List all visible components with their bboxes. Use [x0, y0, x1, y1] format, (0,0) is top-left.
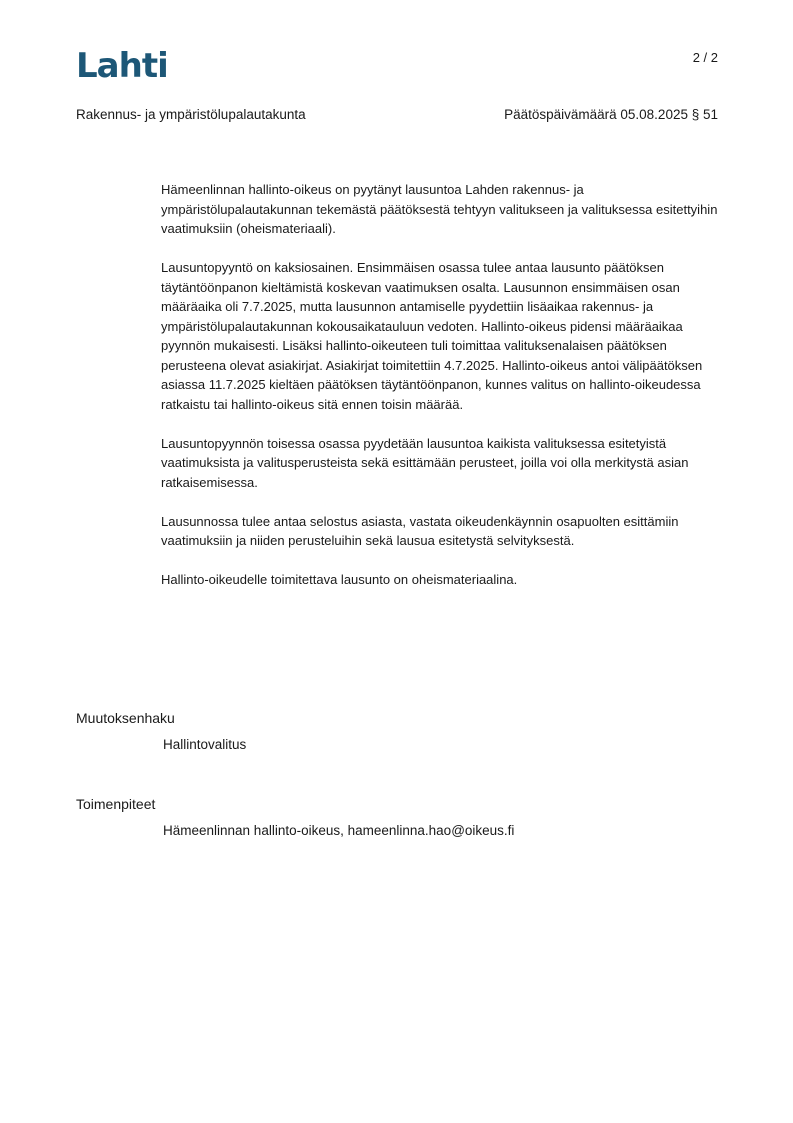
body-paragraph: Lausuntopyyntö on kaksiosainen. Ensimmäisen osassa tulee antaa lausunto päätöksen täytäntöönpanon kieltämistä koskevan vaatimuksen osalta. Lausunnon ensimmäisen osan määräaika oli 7.7.2025, mutta lausunnon antamiselle pyydettiin lisäaikaa rakennus- ja ympäristölupalautakunnan kokousaikatauluun vedoten. Hallinto-oikeus pidensi määräaikaa pyynnön mukaisesti. Lisäksi hallinto-oikeuteen tuli toimittaa valituksenalaisen päätöksen perusteena olevat asiakirjat. Asiakirjat toimitettiin 4.7.2025. Hallinto-oikeus antoi välipäätöksen asiassa 11.7.2025 kieltäen päätöksen täytäntöönpanon, kunnes valitus on hallinto-oikeudessa ratkaistu tai hallinto-oikeus sitä ennen toisin määrää. [161, 260, 703, 412]
body-paragraph: Hämeenlinnan hallinto-oikeus on pyytänyt lausuntoa Lahden rakennus- ja ympäristölupalautakunnan tekemästä päätöksestä tehtyyn valitukseen ja valituksessa esitettyihin vaatimuksiin (oheismateriaali). [161, 182, 718, 236]
body-paragraph: Hallinto-oikeudelle toimitettava lausunto on oheismateriaalina. [161, 572, 518, 587]
decision-date: Päätöspäivämäärä 05.08.2025 § 51 [504, 107, 718, 122]
actions-value: Hämeenlinnan hallinto-oikeus, hameenlinna.hao@oikeus.fi [163, 823, 515, 838]
logo-text: Lahti [76, 46, 168, 82]
actions-heading: Toimenpiteet [76, 796, 156, 812]
appeal-value: Hallintovalitus [163, 737, 247, 752]
committee-name: Rakennus- ja ympäristölupalautakunta [76, 107, 306, 122]
document-header [76, 107, 718, 122]
body-paragraph: Lausuntopyynnön toisessa osassa pyydetään lausuntoa kaikista valituksessa esitetyistä vaatimuksista ja valitusperusteista sekä esittämään perusteet, joilla voi olla merkitystä asian ratkaisemisessa. [161, 435, 689, 490]
page-number: 2 / 2 [692, 50, 718, 65]
document-body [161, 180, 721, 609]
appeal-heading: Muutoksenhaku [76, 710, 175, 726]
lahti-logo [76, 46, 168, 82]
body-paragraph: Lausunnossa tulee antaa selostus asiasta, vastata oikeudenkäynnin osapuolten esittämiin vaatimuksiin ja niiden perusteluihin sekä lausua esitetystä selvityksestä. [161, 513, 679, 548]
